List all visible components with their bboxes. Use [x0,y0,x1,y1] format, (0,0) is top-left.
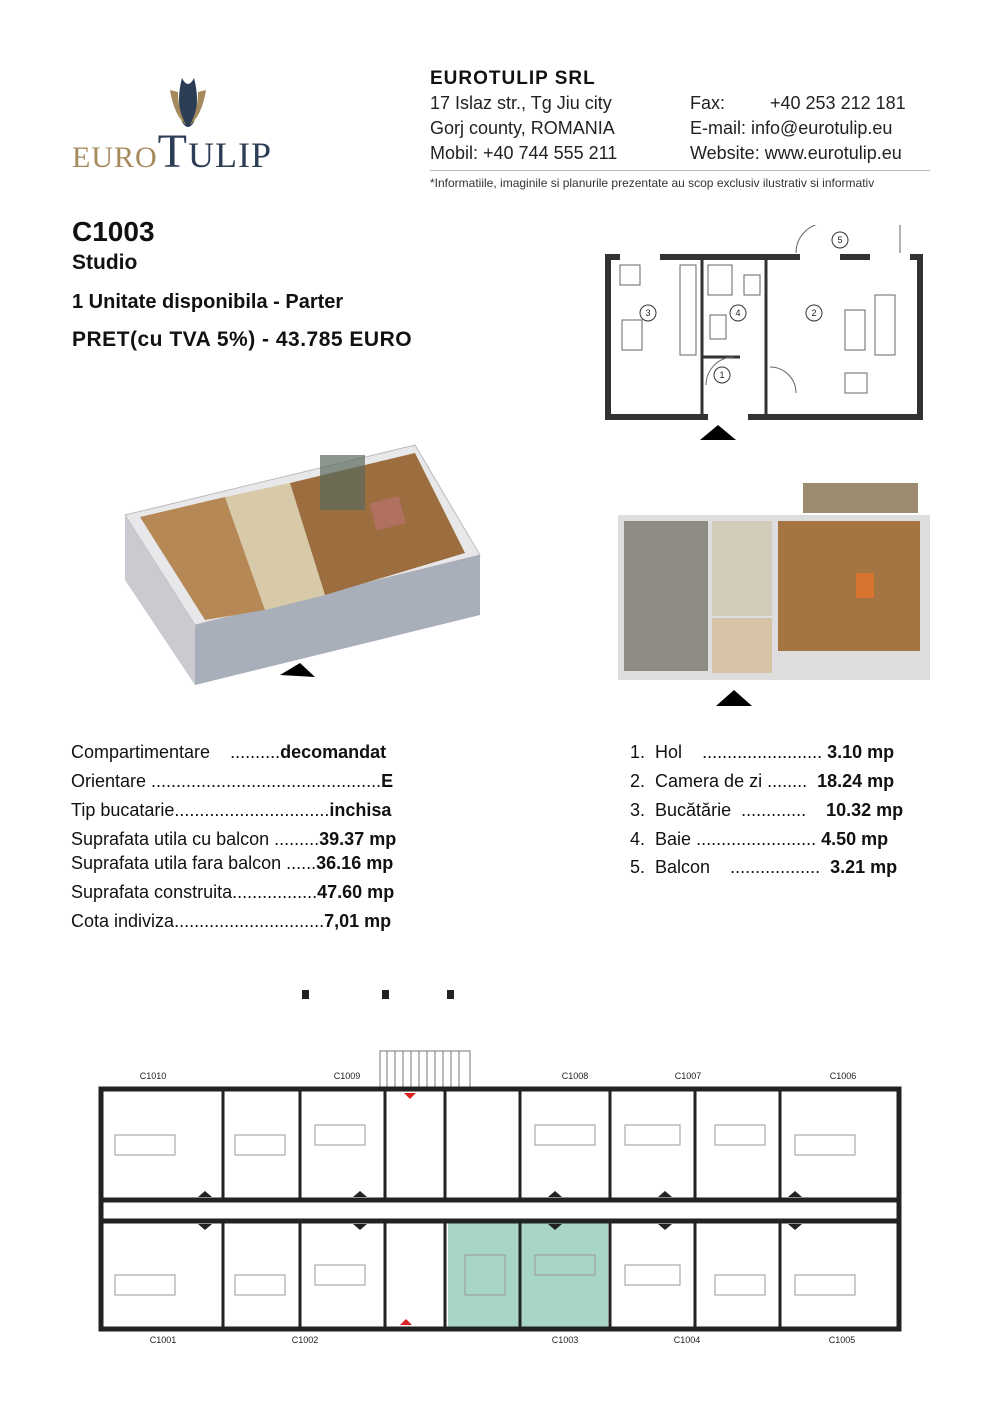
room-label-2: 2 [811,308,817,318]
header-divider [430,170,930,171]
address-line-1: 17 Islaz str., Tg Jiu city [430,93,612,113]
room-item: 3. Bucătărie ............. 10.32 mp [630,800,904,820]
unit-label-C1008: C1008 [561,1071,589,1081]
unit-label-C1007: C1007 [674,1071,702,1081]
entrance-arrow-icon [700,425,736,440]
mobile: Mobil: +40 744 555 211 [430,143,618,163]
entrance-arrow-icon [716,690,752,706]
unit-code: C1003 [72,216,155,247]
isometric-render [115,405,495,695]
room-label-5: 5 [837,235,843,245]
room-item: 2. Camera de zi ........ 18.24 mp [630,771,895,791]
fax-label: Fax: [690,93,726,113]
spec-tip-bucatarie: Tip bucatarie...............................inchisa [71,800,392,820]
floor-plan-2d [600,225,930,445]
highlighted-unit [448,1223,608,1331]
unit-label-C1010: C1010 [139,1071,167,1081]
entrance-arrow-icon [280,663,315,677]
building-floor-plan [95,985,905,1350]
spec-suprafata-cu-balcon: Suprafata utila cu balcon .........39.37 mp [71,829,397,849]
fax-number: +40 253 212 181 [770,93,906,113]
unit-type: Studio [72,251,138,274]
spec-orientare: Orientare ..............................................E [71,771,394,791]
room-item: 5. Balcon .................. 3.21 mp [630,857,898,877]
spec-compartimentare: Compartimentare ..........decomandat [71,742,387,762]
spec-suprafata-fara-balcon: Suprafata utila fara balcon ......36.16 mp [71,853,394,873]
room-item: 1. Hol ........................ 3.10 mp [630,742,895,762]
top-down-render [618,478,930,708]
disclaimer: *Informatiile, imaginile si planurile prezentate au scop exclusiv ilustrativ si informativ [430,176,875,190]
price: PRET(cu TVA 5%) - 43.785 EURO [72,328,413,351]
availability: 1 Unitate disponibila - Parter [72,291,344,313]
logo-text: EUROTULIP [72,125,272,178]
unit-label-C1002: C1002 [291,1335,319,1345]
unit-label-C1004: C1004 [673,1335,701,1345]
address-line-2: Gorj county, ROMANIA [430,118,615,138]
company-name: EUROTULIP SRL [430,68,596,89]
email[interactable]: E-mail: info@eurotulip.eu [690,118,893,138]
spec-cota-indiviza: Cota indiviza..............................7,01 mp [71,911,392,931]
unit-label-C1009: C1009 [333,1071,361,1081]
room-label-4: 4 [735,308,741,318]
room-item: 4. Baie ........................ 4.50 mp [630,829,889,849]
unit-label-C1003: C1003 [551,1335,579,1345]
room-label-3: 3 [645,308,651,318]
unit-label-C1001: C1001 [149,1335,177,1345]
room-label-1: 1 [719,370,725,380]
unit-label-C1006: C1006 [829,1071,857,1081]
spec-suprafata-construita: Suprafata construita.................47.60 mp [71,882,395,902]
unit-label-C1005: C1005 [828,1335,856,1345]
website[interactable]: Website: www.eurotulip.eu [690,143,902,163]
